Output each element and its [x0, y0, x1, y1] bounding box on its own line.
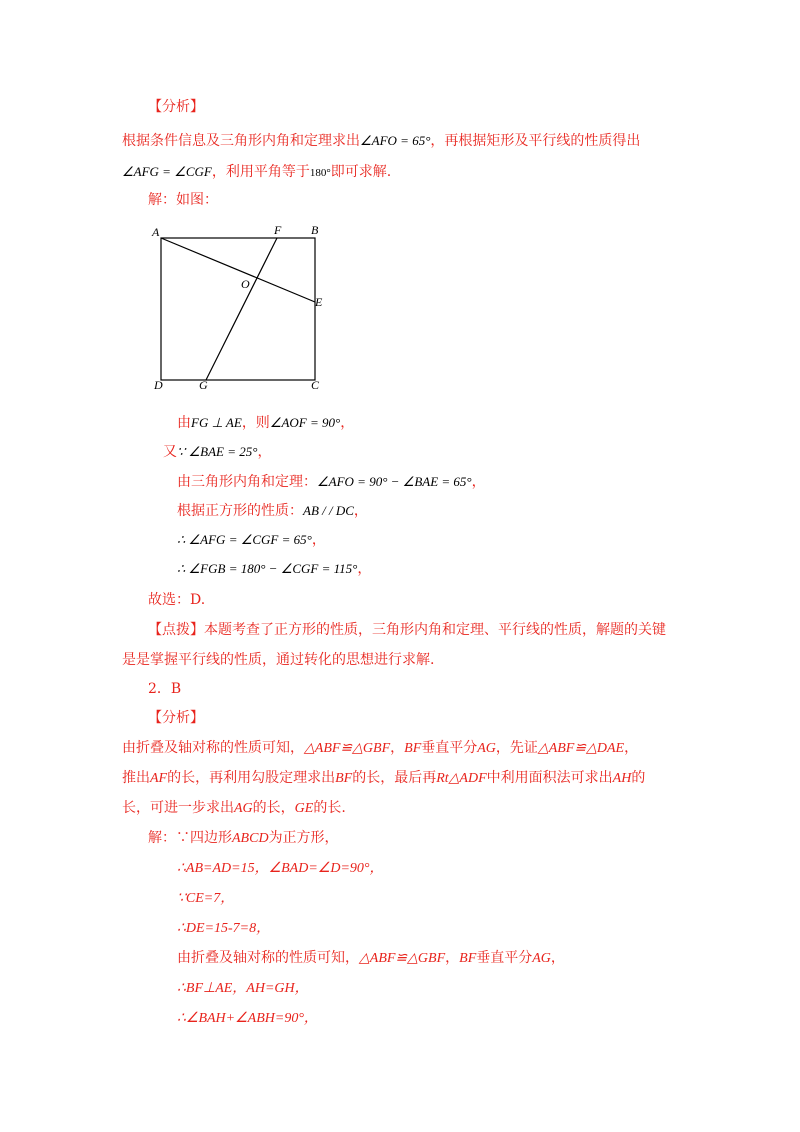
label-d: D [154, 378, 163, 392]
math-expr: ∴ ∠AFG = ∠CGF = 65° [177, 532, 312, 547]
math-expr: ∠AOF = 90° [269, 415, 341, 430]
analysis2-line-3: 长，可进一步求出AG的长，GE的长. [122, 800, 346, 816]
analysis-header-2: 【分析】 [148, 710, 204, 726]
solution2-line-5: ∴BF⊥AE，AH=GH， [177, 981, 309, 996]
label-e: E [315, 295, 323, 309]
step-5: ∴ ∠AFG = ∠CGF = 65°， [177, 532, 326, 548]
analysis-header: 【分析】 [148, 99, 204, 115]
label-c: C [311, 378, 320, 392]
math-expr: 180° [309, 167, 331, 179]
solution2-line-4: 由折叠及轴对称的性质可知，△ABF≌△GBF，BF垂直平分AG， [177, 950, 565, 966]
math-expr: AB / / DC [303, 503, 354, 518]
solution2-line-3: ∴DE=15-7=8， [177, 921, 271, 936]
label-b: B [311, 223, 319, 237]
math-expr: FG ⊥ AE [191, 415, 242, 430]
solution2-line-6: ∴∠BAH+∠ABH=90°， [177, 1011, 318, 1026]
question-number: 2．B [148, 681, 182, 697]
analysis-line-1: 根据条件信息及三角形内角和定理求出∠AFO = 65°，再根据矩形及平行线的性质得出 [122, 133, 641, 149]
math-expr: ∴ ∠FGB = 180° − ∠CGF = 115° [177, 561, 358, 576]
math-expr: ∵ ∠BAE = 25° [177, 444, 258, 459]
step-6: ∴ ∠FGB = 180° − ∠CGF = 115°， [177, 561, 372, 577]
solution2-intro: 解：∵四边形ABCD为正方形， [148, 830, 339, 846]
solution-intro: 解：如图： [148, 192, 218, 208]
square-abcd [161, 238, 315, 380]
step-3: 由三角形内角和定理：∠AFO = 90° − ∠BAE = 65°， [177, 474, 486, 490]
square-figure [150, 222, 335, 394]
label-o: O [241, 277, 250, 291]
label-a: A [152, 225, 160, 239]
segment-ae [161, 238, 315, 302]
analysis2-line-1: 由折叠及轴对称的性质可知，△ABF≌△GBF，BF垂直平分AG，先证△ABF≌△DAE， [122, 740, 639, 756]
solution2-line-1: ∴AB=AD=15，∠BAD=∠D=90°， [177, 861, 384, 876]
math-expr: ∠AFG = ∠CGF [122, 164, 212, 179]
choice-line: 故选：D. [148, 592, 206, 608]
step-1: 由FG ⊥ AE，则∠AOF = 90°， [177, 415, 355, 431]
label-f: F [274, 223, 282, 237]
math-expr: ∠AFO = 65° [360, 133, 431, 148]
solution2-line-2: ∵CE=7， [177, 891, 235, 906]
analysis2-line-2: 推出AF的长，再利用勾股定理求出BF的长，最后再Rt△ADF中利用面积法可求出AH的 [122, 770, 646, 786]
comment-line-1: 【点拨】本题考查了正方形的性质，三角形内角和定理、平行线的性质，解题的关键 [148, 622, 666, 638]
label-g: G [199, 378, 208, 392]
step-4: 根据正方形的性质：AB / / DC， [177, 503, 368, 519]
step-2: 又∵ ∠BAE = 25°， [163, 444, 272, 460]
segment-fg [206, 238, 277, 380]
analysis-line-2: ∠AFG = ∠CGF，利用平角等于180°即可求解. [122, 164, 392, 180]
math-expr: ∠AFO = 90° − ∠BAE = 65° [317, 474, 472, 489]
comment-line-2: 是是掌握平行线的性质，通过转化的思想进行求解. [122, 652, 435, 668]
